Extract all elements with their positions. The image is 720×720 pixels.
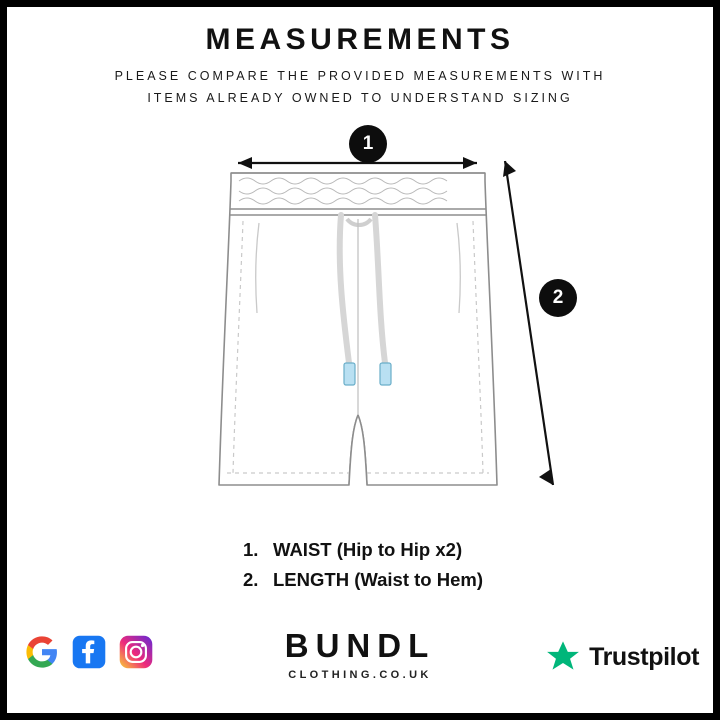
legend-item-waist <box>243 539 663 561</box>
header <box>7 23 713 110</box>
brand-name: BUNDL <box>284 627 436 664</box>
page-subtitle <box>7 66 713 110</box>
legend-item-length <box>243 569 663 591</box>
subtitle-line-1: PLEASE COMPARE THE PROVIDED MEASUREMENTS WITH <box>114 69 606 83</box>
shorts-illustration <box>7 115 713 525</box>
trustpilot-badge[interactable] <box>545 639 699 675</box>
length-arrow <box>503 161 553 485</box>
page-title: MEASUREMENTS <box>205 23 515 56</box>
brand-website: CLOTHING.CO.UK <box>288 669 432 681</box>
legend-number-2: 2. <box>243 569 259 590</box>
footer <box>7 617 713 703</box>
legend-number-1: 1. <box>243 539 259 560</box>
subtitle-line-2: ITEMS ALREADY OWNED TO UNDERSTAND SIZING <box>147 90 573 105</box>
legend-label-1: WAIST (Hip to Hip x2) <box>273 539 463 560</box>
legend-label-2: LENGTH (Waist to Hem) <box>273 569 484 590</box>
badge-length: 2 <box>539 279 577 317</box>
trustpilot-label: Trustpilot <box>589 642 699 671</box>
garment-diagram <box>7 115 713 525</box>
badge-waist: 1 <box>349 125 387 163</box>
measurement-legend <box>243 539 663 599</box>
trustpilot-star-icon <box>545 639 581 675</box>
